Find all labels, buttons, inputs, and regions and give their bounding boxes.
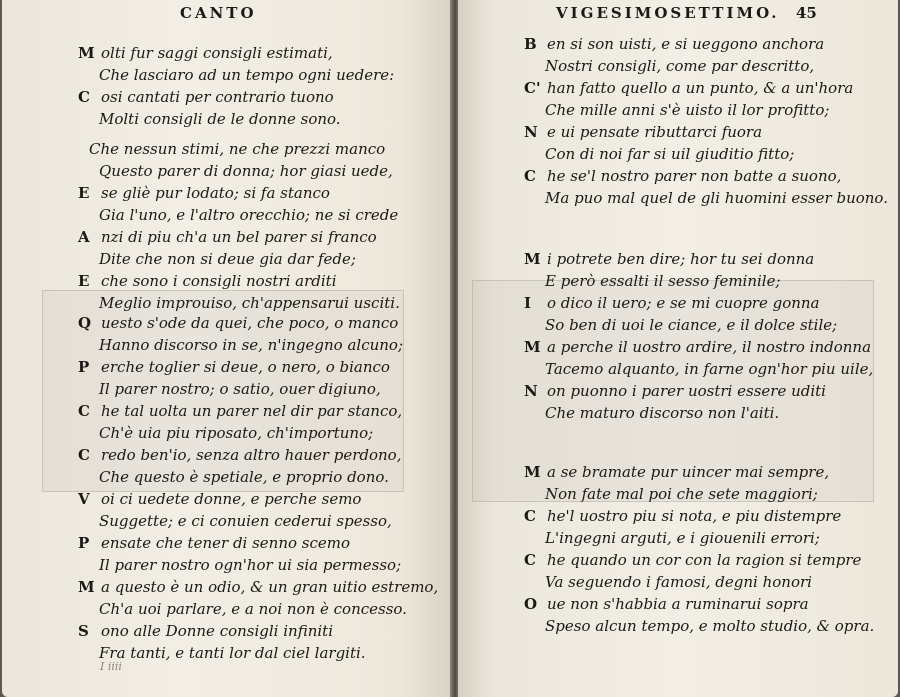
- verse-line: M a se bramate pur uincer mai sempre,: [524, 463, 830, 481]
- stanza-left-2: [78, 138, 400, 314]
- verse-line: N on puonno i parer uostri essere uditi: [524, 382, 826, 400]
- verse-line: Hanno discorso in se, n'ingegno alcuno;: [99, 336, 404, 354]
- verse-line: I o dico il uero; e se mi cuopre gonna: [524, 294, 820, 312]
- stanza-left-3: [78, 312, 403, 488]
- verse-line: S ono alle Donne consigli infiniti: [78, 622, 333, 640]
- running-head-left: CANTO: [180, 4, 257, 22]
- verse-line: C he tal uolta un parer nel dir par stanco,: [78, 402, 403, 420]
- verse-line: Dite che non si deue gia dar fede;: [99, 250, 356, 268]
- verse-line: E però essalti il sesso feminile;: [545, 272, 781, 290]
- verse-line: E che sono i consigli nostri arditi: [78, 272, 337, 290]
- verse-line: Ch'a uoi parlare, e a noi non è concesso.: [99, 600, 407, 618]
- verse-line: Non fate mal poi che sete maggiori;: [545, 485, 818, 503]
- verse-line: C he se'l nostro parer non batte a suono,: [524, 167, 842, 185]
- verse-line: C' han fatto quello a un punto, & a un'hora: [524, 79, 854, 97]
- verse-line: Ma puo mal quel de gli huomini esser buono.: [545, 189, 888, 207]
- verse-line: E se gliè pur lodato; si fa stanco: [78, 184, 330, 202]
- verse-line: Che maturo discorso non l'aiti.: [545, 404, 780, 422]
- verse-line: Questo parer di donna; hor giasi uede,: [99, 162, 393, 180]
- verse-line: Che questo è spetiale, e proprio dono.: [99, 468, 389, 486]
- verse-line: Molti consigli de le donne sono.: [99, 110, 341, 128]
- verse-line: M a perche il uostro ardire, il nostro indonna: [524, 338, 872, 356]
- verse-line: Q uesto s'ode da quei, che poco, o manco: [78, 314, 399, 332]
- verse-line: Ch'è uia piu riposato, ch'importuno;: [99, 424, 374, 442]
- verse-line: Suggette; e ci conuien cederui spesso,: [99, 512, 392, 530]
- verse-line: A nzi di piu ch'a un bel parer si franco: [78, 228, 377, 246]
- verse-line: Che mille anni s'è uisto il lor profitto;: [545, 101, 830, 119]
- verse-line: Con di noi far si uil giuditio fitto;: [545, 145, 795, 163]
- verse-line: C he'l uostro piu si nota, e piu distempre: [524, 507, 842, 525]
- verse-line: So ben di uoi le ciance, e il dolce stile;: [545, 316, 838, 334]
- verse-line: C redo ben'io, senza altro hauer perdono,: [78, 446, 402, 464]
- verse-line: C he quando un cor con la ragion si tempre: [524, 551, 862, 569]
- signature-mark: I iiii: [100, 660, 122, 673]
- stanza-left-1: [78, 42, 394, 130]
- verse-line: B en si son uisti, e si ueggono anchora: [524, 35, 825, 53]
- verse-line: Nostri consigli, come par descritto,: [545, 57, 815, 75]
- verse-line: Tacemo alquanto, in farne ogn'hor piu uile,: [545, 360, 874, 378]
- verse-line: Che lasciaro ad un tempo ogni uedere:: [99, 66, 395, 84]
- stanza-right-2: [524, 248, 873, 424]
- verse-line: Fra tanti, e tanti lor dal ciel largiti.: [99, 644, 366, 662]
- stanza-right-1: [524, 33, 888, 209]
- verse-line: O ue non s'habbia a ruminarui sopra: [524, 595, 809, 613]
- verse-line: M a questo è un odio, & un gran uitio estremo,: [78, 578, 439, 596]
- verse-line: V oi ci uedete donne, e perche semo: [78, 490, 362, 508]
- verse-line: L'ingegni arguti, e i giouenili errori;: [545, 529, 820, 547]
- stanza-left-4: [78, 488, 438, 664]
- verse-line: P erche toglier si deue, o nero, o bianco: [78, 358, 390, 376]
- verse-line: Il parer nostro; o satio, ouer digiuno,: [99, 380, 381, 398]
- verse-line: N e ui pensate ributtarci fuora: [524, 123, 763, 141]
- stanza-right-3: [524, 461, 874, 637]
- folio-number: 45: [796, 4, 817, 22]
- right-page: [458, 0, 898, 697]
- verse-line: Va seguendo i famosi, degni honori: [545, 573, 812, 591]
- verse-line: M i potrete ben dire; hor tu sei donna: [524, 250, 815, 268]
- verse-line: Gia l'uno, e l'altro orecchio; ne si crede: [99, 206, 399, 224]
- running-head-right: VIGESIMOSETTIMO.: [556, 4, 780, 22]
- verse-line: M olti fur saggi consigli estimati,: [78, 44, 333, 62]
- left-page: [2, 0, 452, 697]
- verse-line: Il parer nostro ogn'hor ui sia permesso;: [99, 556, 402, 574]
- verse-line: P ensate che tener di senno scemo: [78, 534, 351, 552]
- verse-line: C osi cantati per contrario tuono: [78, 88, 334, 106]
- verse-line: Che nessun stimi, ne che prezzi manco: [89, 140, 386, 158]
- verse-line: Speso alcun tempo, e molto studio, & opra.: [545, 617, 875, 635]
- verse-line: Meglio improuiso, ch'appensarui usciti.: [99, 294, 400, 312]
